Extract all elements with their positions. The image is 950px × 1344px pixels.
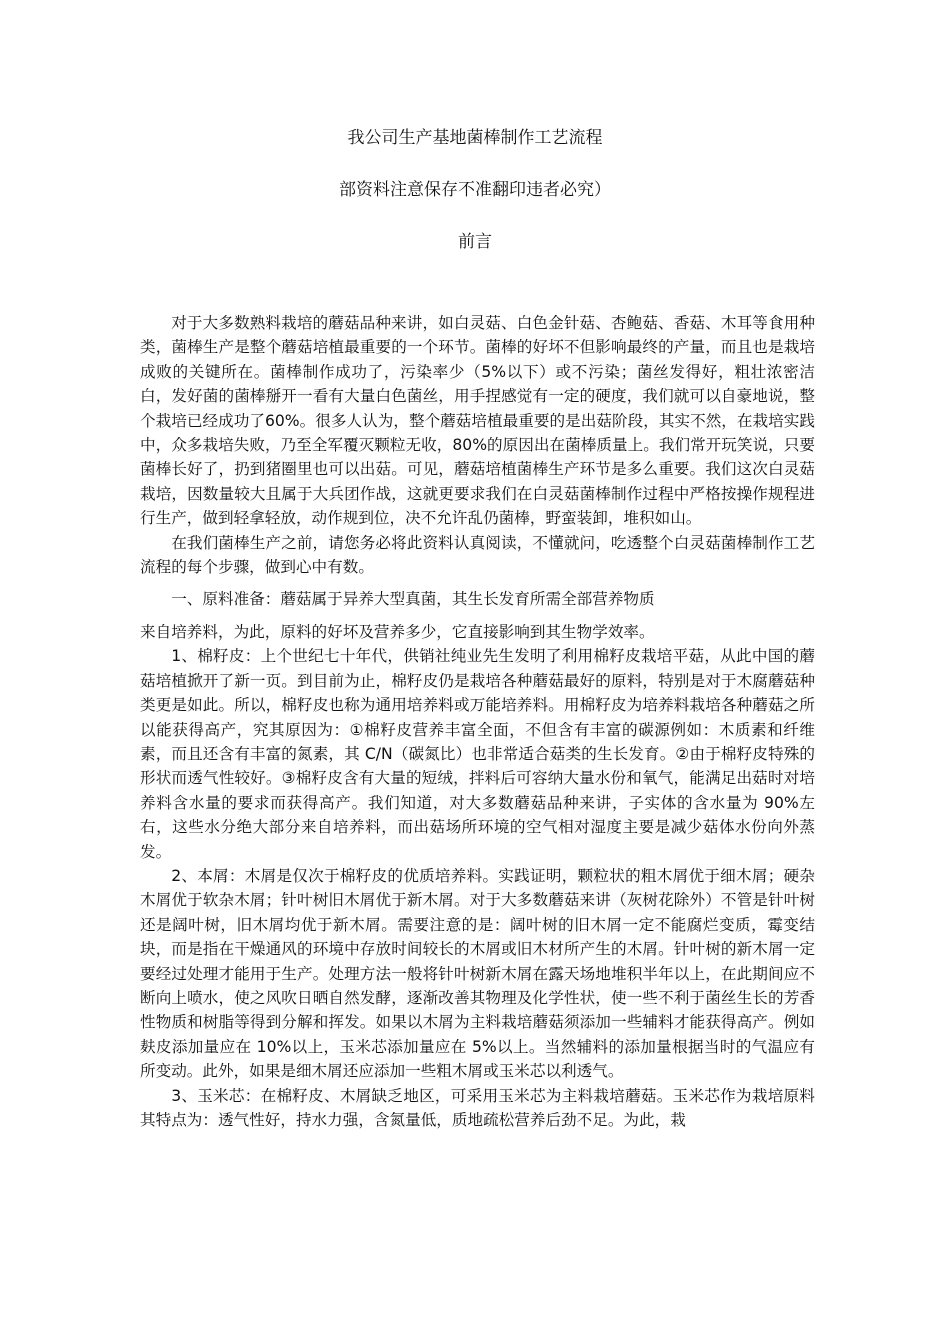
section-heading-materials: 一、原料准备：蘑菇属于异养大型真菌，其生长发育所需全部营养物质: [171, 590, 655, 609]
document-body: [140, 311, 815, 1132]
paragraph-corncob: 3、玉米芯：在棉籽皮、木屑缺乏地区，可采用玉米芯为主料栽培蘑菇。玉米芯作为栽培原料其特点为：透气性好，持水力强，含氮量低，质地疏松营养后劲不足。为此，栽: [140, 1086, 815, 1129]
paragraph-reading-note: 在我们菌棒生产之前，请您务必将此资料认真阅读，不懂就问，吃透整个白灵菇菌棒制作工艺流程的每个步骤，做到心中有数。: [140, 533, 815, 577]
paragraph-materials-continued: 来自培养料，为此，原料的好坏及营养多少，它直接影响到其生物学效率。: [140, 622, 655, 641]
preface-heading: 前言: [458, 232, 492, 252]
document-subtitle: 部资料注意保存不准翻印违者必究）: [339, 180, 611, 200]
paragraph-intro: 对于大多数熟料栽培的蘑菇品种来讲，如白灵菇、白色金针菇、杏鲍菇、香菇、木耳等食用种类，菌棒生产是整个蘑菇培植最重要的一个环节。菌棒的好坏不但影响最终的产量，而且也是栽培成败的关键所在。菌棒制作成功了，污染率少（5%以下）或不污染；菌丝发得好，粗壮浓密洁白，发好菌的菌棒掰开一看有大量白色菌丝，用手捏感觉有一定的硬度，我们就可以自豪地说，整个栽培已经成功了60%。很多人认为，整个蘑菇培植最重要的是出菇阶段，其实不然，在栽培实践中，众多栽培失败，乃至全军覆灭颗粒无收，80%的原因出在菌棒质量上。我们常开玩笑说，只要菌棒长好了，扔到猪圈里也可以出菇。可见，蘑菇培植菌棒生产环节是多么重要。我们这次白灵菇栽培，因数量较大且属于大兵团作战，这就更要求我们在白灵菇菌棒制作过程中严格按操作规程进行生产，做到轻拿轻放，动作规到位，决不允许乱仍菌棒，野蛮装卸，堆积如山。: [140, 314, 815, 528]
document-title: 我公司生产基地菌棒制作工艺流程: [347, 128, 603, 148]
paragraph-cottonseed-hull: 1、棉籽皮：上个世纪七十年代，供销社纯业先生发明了利用棉籽皮栽培平菇，从此中国的蘑菇培植掀开了新一页。到目前为止，棉籽皮仍是栽培各种蘑菇最好的原料，特别是对于木腐蘑菇种类更是如此。所以，棉籽皮也称为通用培养料或万能培养料。用棉籽皮为培养料栽培各种蘑菇之所以能获得高产，究其原因为：①棉籽皮营养丰富全面，不但含有丰富的碳源例如：木质素和纤维素，而且还含有丰富的氮素，其 C/N（碳氮比）也非常适合菇类的生长发育。②由于棉籽皮特殊的形状而透气性较好。③棉籽皮含有大量的短绒，拌料后可容纳大量水份和氧气，能满足出菇时对培养料含水量的要求而获得高产。我们知道，对大多数蘑菇品种来讲，子实体的含水量为 90%左右，这些水分绝大部分来自培养料，而出菇场所环境的空气相对湿度主要是减少菇体水份向外蒸发。: [140, 647, 815, 861]
paragraph-sawdust: 2、本屑：木屑是仅次于棉籽皮的优质培养料。实践证明，颗粒状的粗木屑优于细木屑；硬杂木屑优于软杂木屑；针叶树旧木屑优于新木屑。对于大多数蘑菇来讲（灰树花除外）不管是针叶树还是阔叶树，旧木屑均优于新木屑。需要注意的是：阔叶树的旧木屑一定不能腐烂变质，霉变结块，而是指在干燥通风的环境中存放时间较长的木屑或旧木材所产生的木屑。针叶树的新木屑一定要经过处理才能用于生产。处理方法一般将针叶树新木屑在露天场地堆积半年以上，在此期间应不断向上喷水，使之风吹日晒自然发酵，逐渐改善其物理及化学性状，使一些不利于菌丝生长的芳香性物质和树脂等得到分解和挥发。如果以木屑为主料栽培蘑菇须添加一些辅料才能获得高产。例如麸皮添加量应在 10%以上，玉米芯添加量应在 5%以上。当然辅料的添加量根据当时的气温应有所变动。此外，如果是细木屑还应添加一些粗木屑或玉米芯以利透气。: [140, 866, 815, 1081]
